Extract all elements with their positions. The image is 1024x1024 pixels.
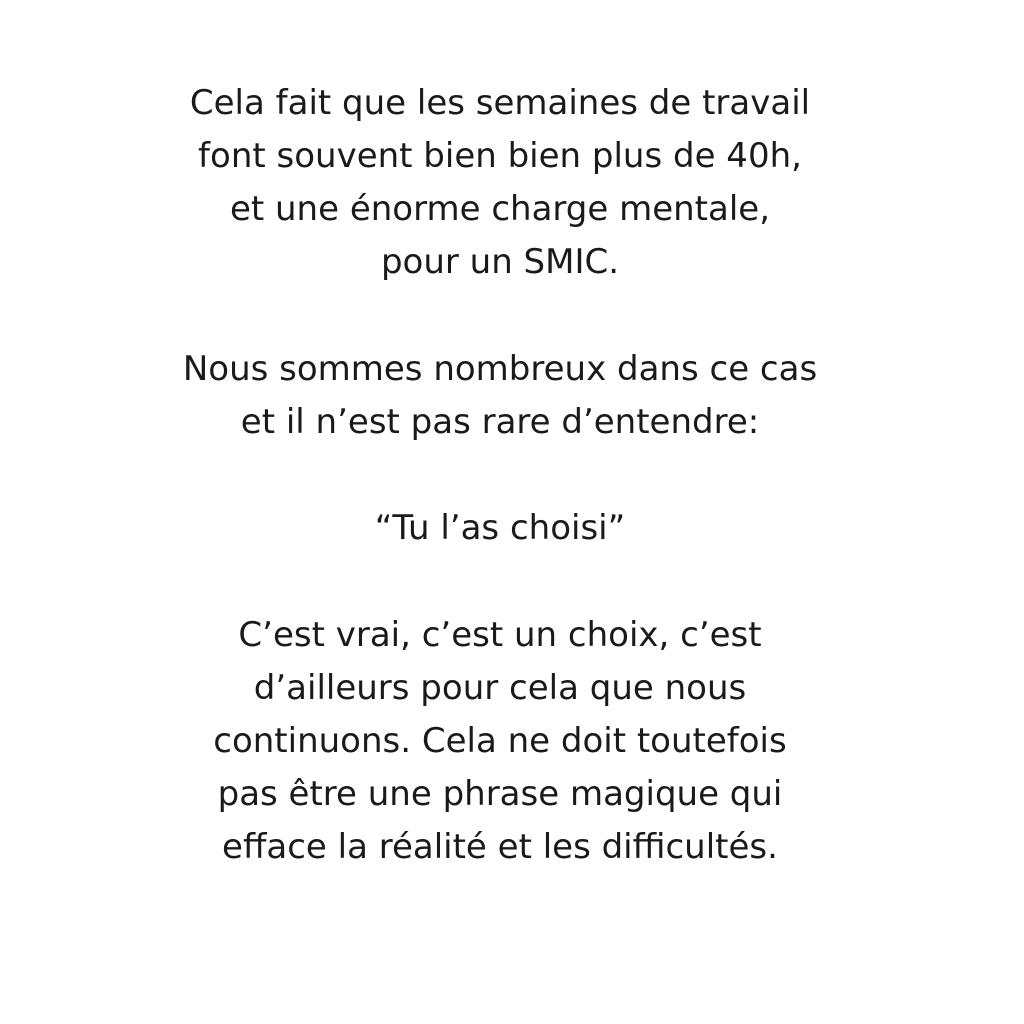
text-line: d’ailleurs pour cela que nous bbox=[253, 668, 747, 708]
paragraph-choice bbox=[0, 609, 1000, 874]
text-line: continuons. Cela ne doit toutefois bbox=[213, 721, 787, 761]
paragraph-quote bbox=[0, 502, 1000, 555]
text-line: Cela fait que les semaines de travail bbox=[189, 83, 811, 123]
text-line: pour un SMIC. bbox=[380, 242, 620, 282]
text-line: Nous sommes nombreux dans ce cas bbox=[182, 349, 818, 389]
text-line: pas être une phrase magique qui bbox=[217, 774, 783, 814]
paragraph-many-of-us bbox=[0, 343, 1000, 449]
paragraph-work-hours bbox=[0, 77, 1000, 289]
text-line: efface la réalité et les difficultés. bbox=[222, 827, 778, 867]
text-line: et il n’est pas rare d’entendre: bbox=[240, 402, 760, 442]
quote-line: “Tu l’as choisi” bbox=[374, 508, 626, 548]
text-line: et une énorme charge mentale, bbox=[229, 189, 771, 229]
text-line: C’est vrai, c’est un choix, c’est bbox=[238, 615, 762, 655]
text-line: font souvent bien bien plus de 40h, bbox=[198, 136, 802, 176]
